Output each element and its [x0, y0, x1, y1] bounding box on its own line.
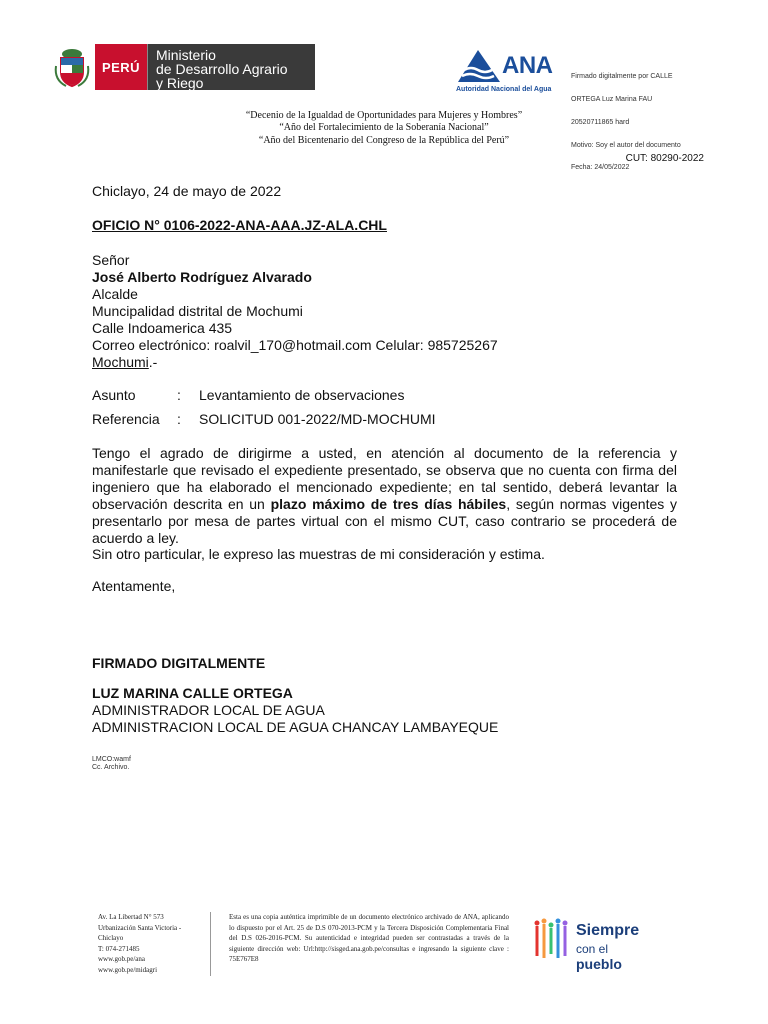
recipient-address: Calle Indoamerica 435: [92, 320, 233, 336]
salutation: Señor: [92, 252, 130, 268]
motto-line: “Año del Fortalecimiento de la Soberanía Nacional”: [279, 122, 489, 134]
signer-title: ADMINISTRADOR LOCAL DE AGUA: [92, 702, 325, 718]
ana-waves-icon: [456, 48, 502, 86]
siempre-text: Siempre: [576, 922, 640, 939]
asunto-row: Asunto : Levantamiento de observaciones: [92, 387, 405, 403]
motto-line: “Decenio de la Igualdad de Oportunidades para Mujeres y Hombres”: [245, 110, 523, 121]
con-el-pueblo-text: con el pueblo: [576, 942, 622, 972]
signer-block: [92, 685, 498, 736]
recipient-institution: Muncipalidad distrital de Mochumi: [92, 303, 303, 319]
subject-block: [92, 387, 436, 428]
footer-address: Av. La Libertad N° 573 Urbanización Santa Victoria - Chiclayo T: 074-271485 www.gob.pe/ana www.gob.pe/midagri: [98, 913, 182, 974]
footer-link[interactable]: www.gob.pe/ana: [98, 955, 145, 963]
recipient-city: Mochumi.-: [92, 354, 158, 370]
official-year-mottos: [0, 110, 768, 147]
signer-name: LUZ MARINA CALLE ORTEGA: [92, 685, 293, 701]
reference-initials: LMCO:wamf Cc. Archivo.: [92, 756, 131, 771]
valediction: Atentamente,: [92, 578, 176, 594]
recipient-block: [92, 252, 498, 371]
referencia-row: Referencia : SOLICITUD 001-2022/MD-MOCHUMI: [92, 411, 436, 427]
recipient-name: José Alberto Rodríguez Alvarado: [92, 269, 312, 285]
digital-signature-stamp: Firmado digitalmente por CALLE ORTEGA Luz Marina FAU 20520711865 hard Motivo: Soy el autor del documento Fecha: 24/05/2022: [571, 73, 681, 172]
minagri-logo: [52, 44, 315, 90]
ana-subtitle: Autoridad Nacional del Agua: [456, 86, 552, 93]
colored-figures-icon: [532, 918, 574, 962]
recipient-role: Alcalde: [92, 286, 138, 302]
siempre-con-el-pueblo-logo: [532, 918, 652, 972]
footer-divider: [210, 912, 211, 976]
closing-line: Sin otro particular, le expreso las muestras de mi consideración y estima.: [92, 546, 545, 562]
ministry-name: Ministerio de Desarrollo Agrario y Riego: [147, 44, 315, 90]
ana-wordmark: ANA: [502, 52, 553, 79]
footer-legal-note: Esta es una copia auténtica imprimible de un documento electrónico archivado de ANA, aplicando lo dispuesto por el Art. 25 de D.S 070-2013-PCM y la Tercera Disposición Complementaria Final del D.S 026-2016-PCM. Su autenticidad e integridad pueden ser contrastadas a través de la siguiente dirección web: Url:http://sisged.ana.gob.pe/consultas e ingresando la siguiente clave : 75E767E8: [229, 913, 509, 963]
cut-number: CUT: 80290-2022: [625, 153, 704, 164]
oficio-number: OFICIO N° 0106-2022-ANA-AAA.JZ-ALA.CHL: [92, 217, 387, 233]
peru-label: PERÚ: [92, 44, 147, 90]
peru-coat-of-arms-icon: [52, 44, 92, 90]
signer-office: ADMINISTRACION LOCAL DE AGUA CHANCAY LAMBAYEQUE: [92, 719, 499, 735]
recipient-contact: Correo electrónico: roalvil_170@hotmail.com Celular: 985725267: [92, 337, 498, 353]
digitally-signed-label: FIRMADO DIGITALMENTE: [92, 655, 266, 671]
body-paragraph: Tengo el agrado de dirigirme a usted, en atención al documento de la referencia y manifestarle que revisado el expediente presentado, se observa que no cuenta con firma del ingeniero que ha elaborado el mencionado expediente; en tal sentido, deberá levantar la observación descrita en un plazo máximo de tres días hábiles, según normas vigentes y presentarlo por mesa de partes virtual con el mismo CUT, caso contrario se procederá de acuerdo a ley.: [92, 445, 678, 546]
motto-line: “Año del Bicentenario del Congreso de la República del Perú”: [258, 134, 510, 146]
footer-link[interactable]: www.gob.pe/midagri: [98, 965, 158, 974]
ana-logo: [456, 48, 574, 98]
letter-date: Chiclayo, 24 de mayo de 2022: [92, 183, 282, 199]
